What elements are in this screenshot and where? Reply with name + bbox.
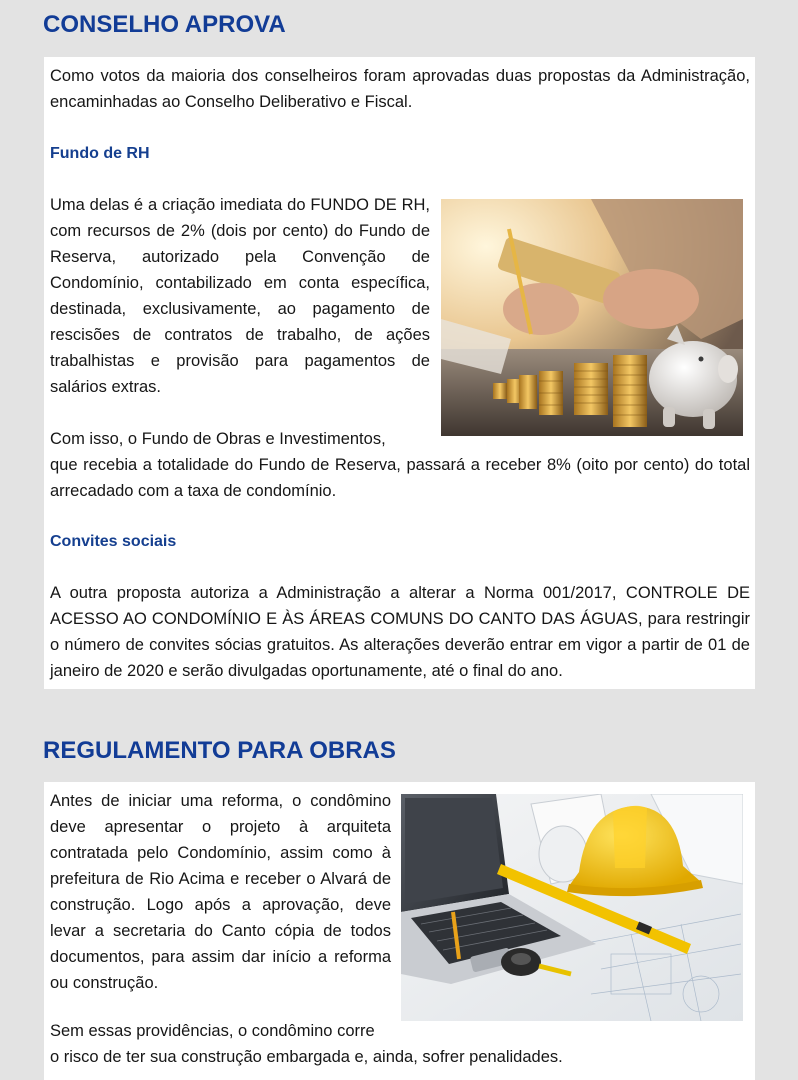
intro-paragraph: Como votos da maioria dos conselheiros foram aprovadas duas propostas da Administração, encaminhadas ao Conselho Deliberativo e Fiscal. — [50, 67, 750, 111]
convites-paragraph: A outra proposta autoriza a Administração a alterar a Norma 001/2017, CONTROLE DE ACESSO AO CONDOMÍNIO E ÀS ÁREAS COMUNS DO CANTO DAS ÁGUAS, para restringir o número de convites sócias gratuitos. As alterações deverão entrar em vigor a partir de 01 de janeiro de 2020 e serão divulgadas oportunamente, até o final do ano. — [50, 584, 750, 680]
article-card-conselho — [44, 57, 755, 689]
laptop-hardhat-image — [401, 794, 743, 1021]
coins-piggy-bank-image — [441, 199, 743, 436]
subheading-convites: Convites sociais — [50, 533, 177, 550]
providencias-paragraph-end: o risco de ter sua construção embargada e, ainda, sofrer penalidades. — [50, 1048, 563, 1066]
section-title-conselho: CONSELHO APROVA — [43, 11, 286, 38]
coins-piggy-bank-icon — [441, 199, 743, 436]
regulamento-paragraph: Antes de iniciar uma reforma, o condômino deve apresentar o projeto à arquiteta contratada pelo Condomínio, assim como à prefeitura de Rio Acima e receber o Alvará de construção. Logo após a aprovação, deve levar a secretaria do Canto cópia de todos documentos, para assim dar início a reforma ou construção. — [50, 792, 391, 992]
fundo-rh-paragraph: Uma delas é a criação imediata do FUNDO DE RH, com recursos de 2% (dois por cento) do Fundo de Reserva, autorizado pela Convenção de Condomínio, contabilizado em conta específica, destinada, exclusivamente, ao pagamento de rescisões de contratos de trabalho, de ações trabalhistas e provisão para pagamentos de salários extras. — [50, 196, 430, 396]
subheading-fundo-rh: Fundo de RH — [50, 145, 150, 162]
article-card-regulamento — [44, 782, 755, 1080]
section-title-regulamento: REGULAMENTO PARA OBRAS — [43, 737, 396, 764]
fundo-obras-paragraph-end: que recebia a totalidade do Fundo de Reserva, passará a receber 8% (oito por cento) do total arrecadado com a taxa de condomínio. — [50, 456, 750, 500]
laptop-hardhat-icon — [401, 794, 743, 1021]
providencias-paragraph-start: Sem essas providências, o condômino corre — [50, 1022, 375, 1040]
fundo-obras-paragraph-start: Com isso, o Fundo de Obras e Investimentos, — [50, 430, 386, 448]
